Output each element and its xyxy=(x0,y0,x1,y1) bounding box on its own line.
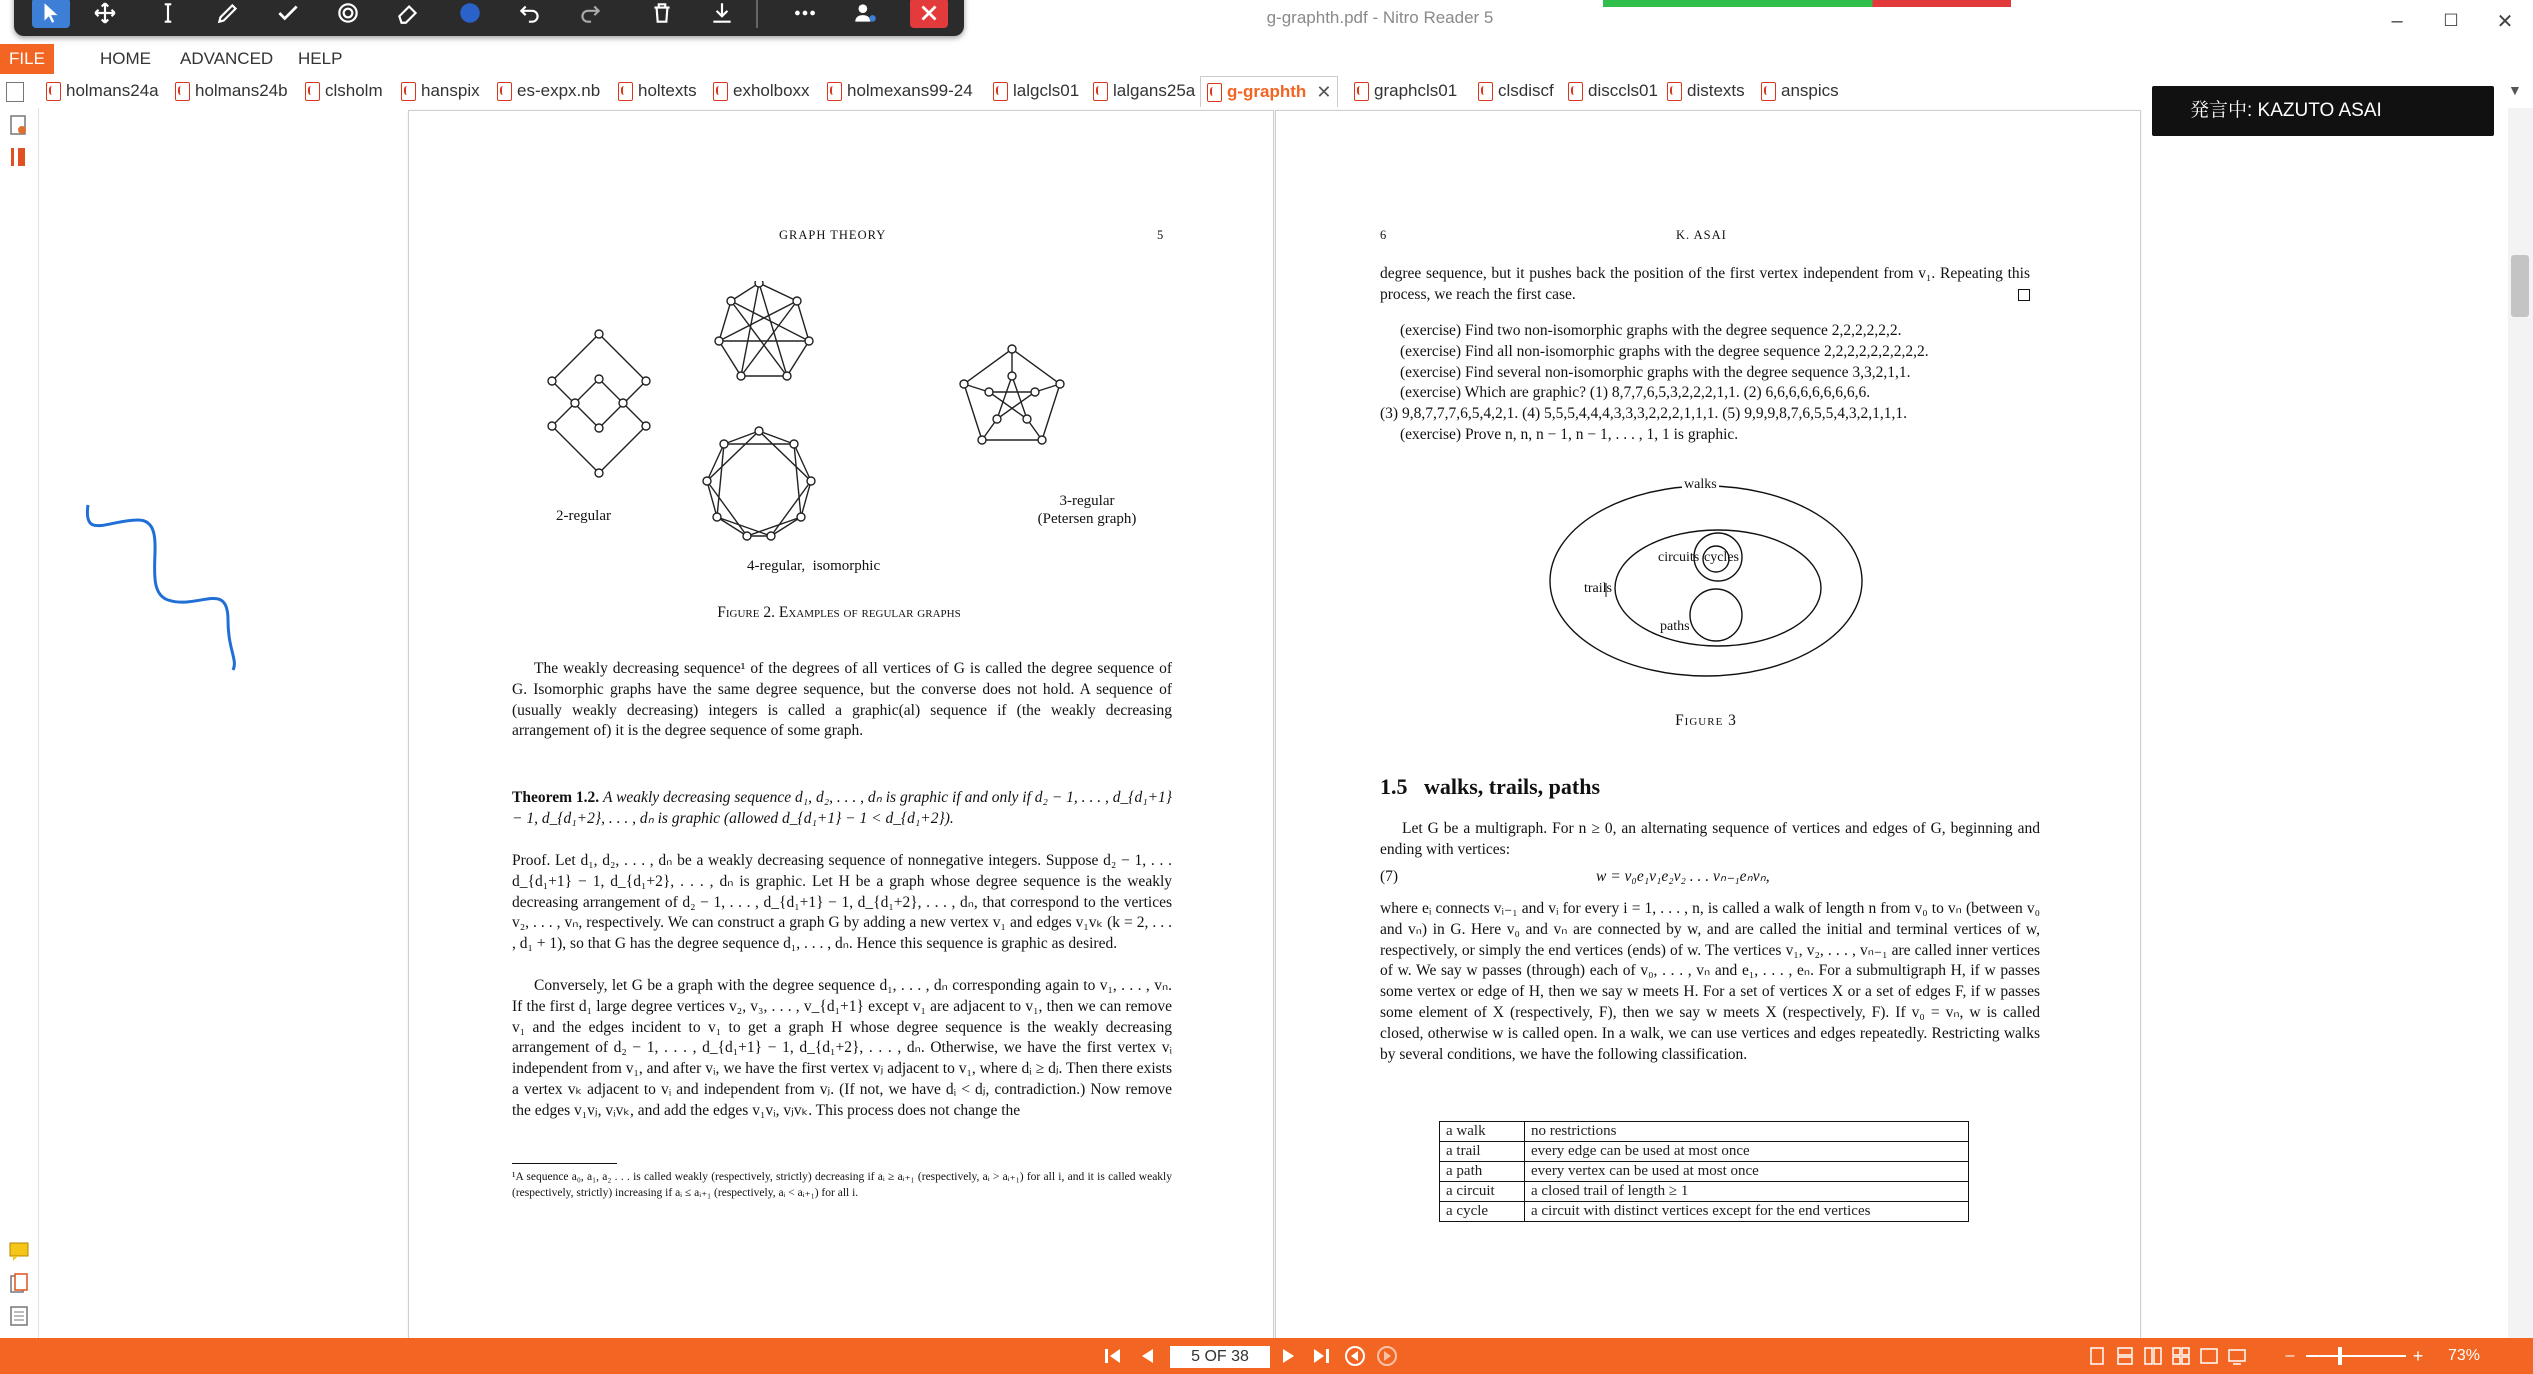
table-cell: a cycle xyxy=(1440,1202,1525,1222)
four-regular-graph-top xyxy=(715,281,813,380)
page-header-title: K. ASAI xyxy=(1676,228,1727,242)
proof-paragraph: Proof. Let d₁, d₂, . . . , dₙ be a weakly decreasing sequence of nonnegative integers. Suppose d₂ − 1, . . . d_{d₁+1} − 1, d_{d₁+2}, . . . , dₙ is graphic. Let H be a graph whose degree sequence is the weakly decreasing arrangement of d₂ − 1, . . . , d_{d₁+1} − 1, d_{d₁+2}, . . . , dₙ, that correspond to the vertices v₂, . . . , vₙ, respectively. We can construct a graph G by adding a new vertex v₁ and edges v₁vₖ (k = 2, . . . , d₁ + 1), so that G has the degree sequence d₁, . . . , dₙ. Hence this sequence is graphic as desired. xyxy=(512,852,1172,953)
pdf-icon xyxy=(175,82,190,101)
exercise-item: (3) 9,8,7,7,7,6,5,4,2,1. (4) 5,5,5,4,4,4,3,3,3,2,2,2,1,1,1. (5) 9,9,9,8,7,6,5,5,4,3,2,1,1,1. xyxy=(1380,405,1907,423)
zoom-out-icon[interactable]: – xyxy=(2285,1347,2295,1364)
venn-label-circuits: circuits xyxy=(1658,550,1700,565)
label-2-regular: 2-regular xyxy=(556,508,611,524)
pdf-icon xyxy=(46,82,61,101)
tab-hanspix[interactable]: hanspix xyxy=(401,78,480,104)
walk-classification-table xyxy=(1439,1121,1969,1222)
minimize-button[interactable]: – xyxy=(2391,9,2403,32)
download-icon[interactable] xyxy=(703,0,741,28)
pdf-icon xyxy=(827,82,842,101)
stamp-icon[interactable] xyxy=(329,0,367,28)
exercise-list xyxy=(1380,321,2040,446)
theorem-1-2 xyxy=(512,788,1172,830)
move-icon[interactable] xyxy=(86,0,124,28)
table-row xyxy=(1440,1202,1969,1222)
tab-es-expx[interactable]: es-expx.nb xyxy=(497,78,600,104)
scrollbar-thumb[interactable] xyxy=(2511,255,2529,317)
tab-lalgans25a[interactable]: lalgans25a xyxy=(1093,78,1195,104)
page-header-number: 5 xyxy=(1157,228,1165,242)
tab-graphcls01[interactable]: graphcls01 xyxy=(1354,78,1457,104)
theorem-heading: Theorem 1.2. xyxy=(512,789,600,806)
zoom-level[interactable]: 73% xyxy=(2448,1347,2481,1364)
annotation-toolbar xyxy=(14,0,964,36)
meeting-status-strip xyxy=(1603,0,2011,7)
venn-label-trails: trails xyxy=(1584,581,1612,596)
left-panel-rail xyxy=(0,108,39,1338)
table-row xyxy=(1440,1182,1969,1202)
section-heading: 1.5 walks, trails, paths xyxy=(1380,774,1601,799)
comments-icon[interactable] xyxy=(8,1240,30,1264)
select-pointer-icon[interactable] xyxy=(32,0,70,28)
pdf-icon xyxy=(401,82,416,101)
pdf-icon xyxy=(497,82,512,101)
label-3-regular: 3-regular xyxy=(1059,493,1115,509)
four-regular-graph-bottom xyxy=(703,427,815,540)
close-window-button[interactable]: ✕ xyxy=(2496,10,2514,33)
table-cell: no restrictions xyxy=(1525,1122,1969,1142)
page-thumbnail-icon[interactable] xyxy=(6,82,24,102)
fit-page-icon[interactable] xyxy=(2198,1343,2220,1369)
more-options-icon[interactable] xyxy=(786,0,824,28)
pdf-icon xyxy=(713,82,728,101)
text-cursor-icon[interactable] xyxy=(149,0,187,28)
facing-continuous-icon[interactable] xyxy=(2170,1343,2192,1369)
zoom-slider-thumb[interactable] xyxy=(2338,1347,2342,1365)
close-toolbar-icon[interactable] xyxy=(910,0,948,28)
menu-file[interactable]: FILE xyxy=(0,44,54,74)
last-page-icon[interactable] xyxy=(1308,1343,1334,1369)
venn-label-paths: paths xyxy=(1660,619,1690,634)
pdf-page-5 xyxy=(408,110,1274,1340)
tab-clsdiscf[interactable]: clsdiscf xyxy=(1478,78,1554,104)
qed-box-icon xyxy=(2018,289,2030,301)
two-regular-graph xyxy=(548,330,650,477)
single-page-view-icon[interactable] xyxy=(2086,1343,2108,1369)
tab-holmans24b[interactable]: holmans24b xyxy=(175,78,288,104)
figure-2-graphs xyxy=(519,281,1169,641)
page-header-title: GRAPH THEORY xyxy=(779,228,887,242)
table-cell: a circuit with distinct vertices except for the end vertices xyxy=(1525,1202,1969,1222)
venn-label-cycles: cycles xyxy=(1704,550,1739,565)
venn-label-walks: walks xyxy=(1682,475,1719,496)
table-cell: a walk xyxy=(1440,1122,1525,1142)
table-cell: a trail xyxy=(1440,1142,1525,1162)
first-page-icon[interactable] xyxy=(1100,1343,1126,1369)
tab-disccls01[interactable]: disccls01 xyxy=(1568,78,1658,104)
exercise-item: (exercise) Which are graphic? (1) 8,7,7,6,5,3,2,2,2,1,1. (2) 6,6,6,6,6,6,6,6,6. xyxy=(1400,384,1871,402)
walk-intro: Let G be a multigraph. For n ≥ 0, an alternating sequence of vertices and edges of G, beginning and ending with vertices: xyxy=(1380,820,2040,858)
tab-lalgcls01[interactable]: lalgcls01 xyxy=(993,78,1079,104)
tab-anspics[interactable]: anspics xyxy=(1761,78,1839,104)
pdf-icon xyxy=(1093,82,1108,101)
layers-icon[interactable] xyxy=(8,1304,30,1328)
menu-home[interactable]: HOME xyxy=(100,49,151,68)
tab-clsholm[interactable]: clsholm xyxy=(305,78,383,104)
eraser-icon[interactable] xyxy=(389,0,427,28)
previous-page-icon[interactable] xyxy=(1134,1343,1160,1369)
next-page-icon[interactable] xyxy=(1276,1343,1302,1369)
pdf-icon xyxy=(1478,82,1493,101)
label-petersen: (Petersen graph) xyxy=(1037,511,1137,527)
redo-icon[interactable] xyxy=(571,0,609,28)
footnote: ¹A sequence a₀, a₁, a₂ . . . is called weakly (respectively, strictly) decreasing if aᵢ ≥ aᵢ₊₁ (respectively, aᵢ > aᵢ₊₁) for all i, and it is called weakly (respectively, strictly) increasing if aᵢ ≤ aᵢ₊₁ (respectively, aᵢ < aᵢ₊₁) for all i. xyxy=(512,1171,1172,1199)
exercise-item: (exercise) Find several non-isomorphic graphs with the degree sequence 3,3,2,1,1. xyxy=(1400,363,1911,381)
checkmark-icon[interactable] xyxy=(269,0,307,28)
tab-g-graphth[interactable]: g-graphth ✕ xyxy=(1200,76,1338,107)
figure-3-caption: Figure 3 xyxy=(1675,712,1737,729)
paragraph-degree-sequence: The weakly decreasing sequence¹ of the degrees of all vertices of G is called the degree sequence of G. Isomorphic graphs have the same degree sequence, but the converse does not hold. A sequence of (usually weakly decreasing) integers is called a graphic(al) sequence if (the weakly decreasing arrangement of) it is the degree sequence of some graph. xyxy=(512,660,1172,740)
equation-7: w = v₀e₁v₁e₂v₂ . . . vₙ₋₁eₙvₙ, xyxy=(1596,868,1770,885)
petersen-graph xyxy=(960,345,1064,444)
close-tab-icon[interactable]: ✕ xyxy=(1316,82,1332,102)
attachments-icon[interactable] xyxy=(8,114,30,138)
pdf-icon xyxy=(1568,82,1583,101)
proof-continuation: degree sequence, but it pushes back the position of the first vertex independent from v₁. Repeating this process, we reach the first case. xyxy=(1380,265,2030,303)
undo-icon[interactable] xyxy=(511,0,549,28)
zoom-in-icon[interactable]: + xyxy=(2412,1345,2424,1366)
ink-annotation[interactable] xyxy=(78,500,248,680)
speaking-indicator: 発言中: KAZUTO ASAI xyxy=(2152,86,2494,136)
pdf-icon xyxy=(1667,82,1682,101)
table-row xyxy=(1440,1122,1969,1142)
tab-overflow-icon[interactable]: ▼ xyxy=(2508,82,2522,98)
pdf-icon xyxy=(305,82,320,101)
tab-distexts[interactable]: distexts xyxy=(1667,78,1745,104)
tab-holtexts[interactable]: holtexts xyxy=(618,78,697,104)
pdf-icon xyxy=(1207,83,1222,102)
maximize-button[interactable]: ☐ xyxy=(2443,11,2459,30)
pdf-icon xyxy=(618,82,633,101)
trash-icon[interactable] xyxy=(643,0,681,28)
table-row xyxy=(1440,1142,1969,1162)
bookmarks-icon[interactable] xyxy=(8,146,30,170)
table-row xyxy=(1440,1162,1969,1182)
pages-icon[interactable] xyxy=(8,1272,30,1296)
exercise-item: (exercise) Find two non-isomorphic graphs with the degree sequence 2,2,2,2,2,2. xyxy=(1400,322,1902,339)
tab-holmans24a[interactable]: holmans24a xyxy=(46,78,159,104)
forward-view-icon[interactable] xyxy=(1374,1343,1400,1369)
exercise-item: (exercise) Find all non-isomorphic graphs with the degree sequence 2,2,2,2,2,2,2,2,2. xyxy=(1400,342,1929,360)
zoom-slider-track[interactable] xyxy=(2306,1355,2406,1357)
label-4-regular: 4-regular, isomorphic xyxy=(747,558,881,574)
pdf-icon xyxy=(1354,82,1369,101)
table-cell: every vertex can be used at most once xyxy=(1525,1162,1969,1182)
pen-icon[interactable] xyxy=(209,0,247,28)
menu-advanced[interactable]: ADVANCED xyxy=(180,49,274,68)
page-header-number: 6 xyxy=(1380,228,1388,242)
tab-exholboxx[interactable]: exholboxx xyxy=(713,78,810,104)
figure-2-caption: Figure 2. Examples of regular graphs xyxy=(717,604,961,621)
page-indicator[interactable]: 5 OF 38 xyxy=(1170,1346,1270,1368)
table-cell: a circuit xyxy=(1440,1182,1525,1202)
equation-number: (7) xyxy=(1380,868,1399,885)
facing-view-icon[interactable] xyxy=(2142,1343,2164,1369)
table-cell: a path xyxy=(1440,1162,1525,1182)
walk-definition: where eᵢ connects vᵢ₋₁ and vᵢ for every i = 1, . . . , n, is called a walk of length n from v₀ to vₙ (between v₀ and vₙ) in G. Here v₀ and vₙ are connected by w, and are called the initial and terminal vertices of w, respectively, or simply the end vertices (ends) of w. The vertices v₁, v₂, . . . , vₙ₋₁ are called inner vertices of w. We say w passes (through) each of v₀, . . . , vₙ and e₁, . . . , eₙ. For a submultigraph H, if w passes some vertex or edge of H, then we say w meets H. For a set of vertices X or a set of edges F, if w passes some element of X (respectively, F), then we say w meets X (respectively, F). If v₀ = vₙ, w is called closed, otherwise w is called open. In a walk, we can use vertices and edges repeatedly. Restricting walks by several conditions, we have the following classification. xyxy=(1380,900,2040,1063)
full-screen-icon[interactable] xyxy=(2226,1343,2248,1369)
table-cell: a closed trail of length ≥ 1 xyxy=(1525,1182,1969,1202)
menu-help[interactable]: HELP xyxy=(298,49,343,68)
pdf-page-6 xyxy=(1275,110,2141,1340)
back-view-icon[interactable] xyxy=(1342,1343,1368,1369)
table-cell: every edge can be used at most once xyxy=(1525,1142,1969,1162)
tab-holmexans99-24[interactable]: holmexans99-24 xyxy=(827,78,973,104)
exercise-item: (exercise) Prove n, n, n − 1, n − 1, . . . , 1, 1 is graphic. xyxy=(1400,425,1739,443)
footnote-rule xyxy=(512,1163,617,1164)
pdf-icon xyxy=(1761,82,1776,101)
user-settings-icon[interactable] xyxy=(846,0,884,28)
converse-paragraph: Conversely, let G be a graph with the degree sequence d₁, . . . , dₙ corresponding again to v₁, . . . , vₙ. If the first d₁ large degree vertices v₂, v₃, . . . , v_{d₁+1} except v₁ are adjacent to v₁, then we can remove v₁ and the edges incident to v₁ to get a graph H whose degree sequence is the weakly decreasing arrangement of d₂ − 1, . . . , d_{d₁+1} − 1, d_{d₁+2}, . . . , dₙ. Otherwise, we have the first vertex vᵢ independent from v₁, and after vᵢ, we have the first vertex vⱼ adjacent to v₁, where dᵢ ≥ dⱼ. Then there exists a vertex vₖ adjacent to vᵢ and independent from vⱼ. (If not, we have dᵢ < dⱼ, contradiction.) Now remove the edges v₁vⱼ, vᵢvₖ, and add the edges v₁vᵢ, vⱼvₖ. This process does not change the xyxy=(512,977,1172,1119)
menu-bar xyxy=(0,44,2533,74)
theorem-body: A weakly decreasing sequence d₁, d₂, . . . , dₙ is graphic if and only if d₂ − 1, . . . , d_{d₁+1} − 1, d_{d₁+2}, . . . , dₙ is graphic (allowed d_{d₁+1} − 1 < d_{d₁+2}). xyxy=(512,789,1172,827)
color-picker-icon[interactable] xyxy=(451,0,489,28)
continuous-view-icon[interactable] xyxy=(2114,1343,2136,1369)
window-title: g-graphth.pdf - Nitro Reader 5 xyxy=(1266,8,1494,27)
toolbar-divider xyxy=(756,0,758,28)
pdf-icon xyxy=(993,82,1008,101)
